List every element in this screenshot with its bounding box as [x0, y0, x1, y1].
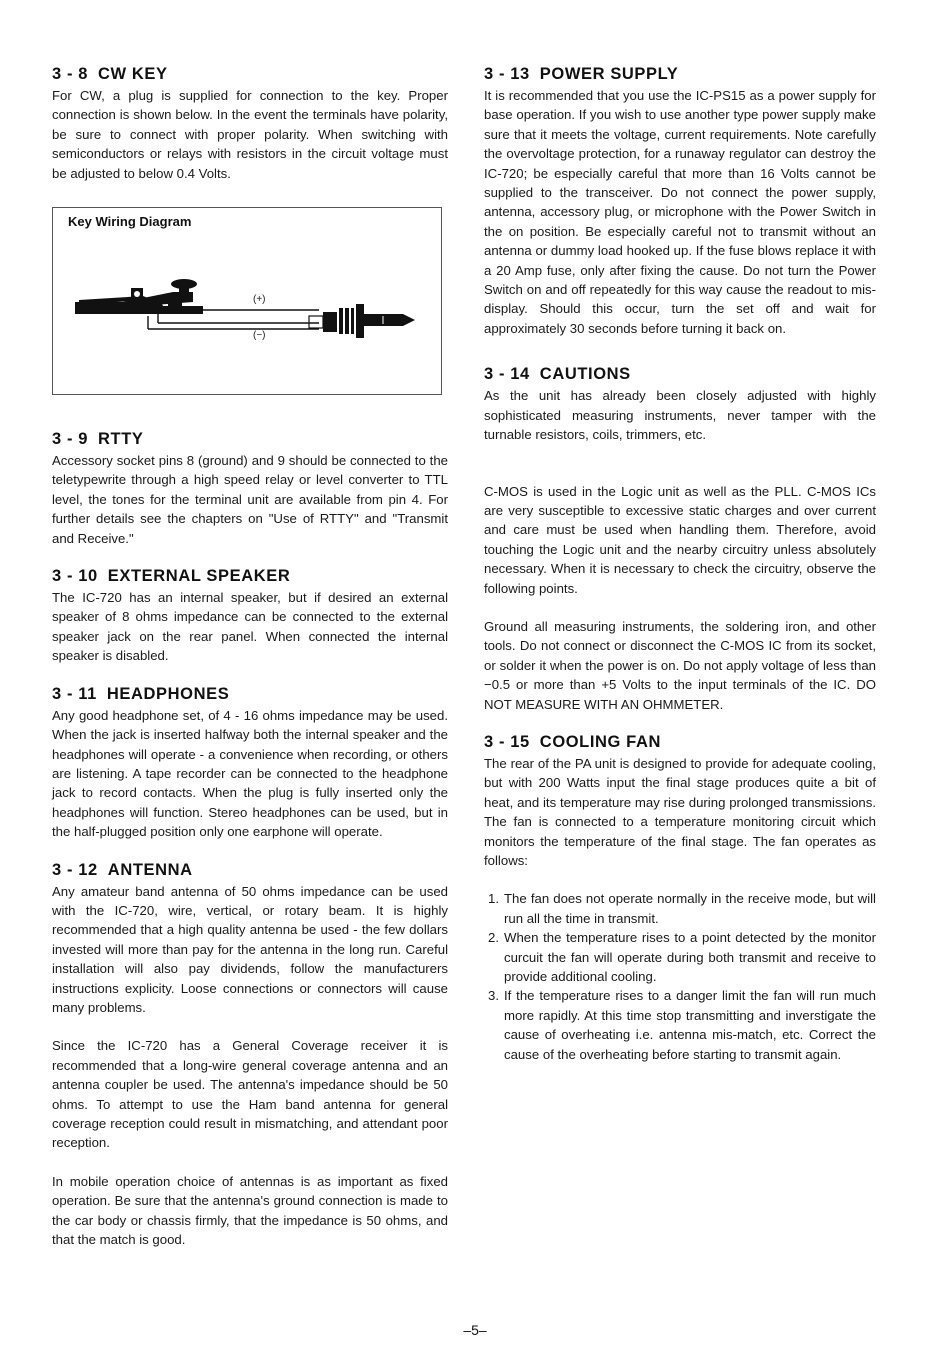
diagram-title: Key Wiring Diagram [68, 214, 192, 230]
section-number: 3 - 13 [484, 65, 530, 83]
section-3-11-headphones [52, 684, 448, 842]
section-body: Accessory socket pins 8 (ground) and 9 should be connected to the teletypewrite through a high speed relay or level converter to TTL level, the tones for the terminal unit are available from pin 4. For further details see the chapters on "Use of RTTY" and "Transmit and Receive." [52, 453, 448, 546]
section-body: It is recommended that you use the IC-PS15 as a power supply for base operation. If you wish to use another type power supply make sure that it meets the voltage, current requirements. Note carefully the overvoltage protection, for a runaway regulator can destroy the IC-720; be especially careful that more than 16 Volts cannot be supplied to the transceiver. Do not connect the power supply, antenna, accessory plug, or microphone with the Power Switch in the on position. Be especially careful not to transmit without an antenna or dummy load hooked up. If the fuse blows replace it with a 20 Amp fuse, only after fixing the cause. Do not turn the Power Switch on and off repeatedly for this way cause the readout to mis-display. Should this occur, turn the set off and wait for approximately 30 seconds before turning it back on. [484, 88, 876, 336]
left-column [52, 64, 448, 1249]
section-number: 3 - 8 [52, 65, 89, 83]
section-body: The IC-720 has an internal speaker, but if desired an external speaker of 8 ohms impedance can be connected to the external speaker jack on the rear panel. When connected the internal speaker is disabled. [52, 590, 448, 664]
section-3-8-cw-key [52, 64, 448, 183]
section-3-10-external-speaker [52, 566, 448, 666]
section-paragraph: In mobile operation choice of antennas is as important as fixed operation. Be sure that the antenna's ground connection is made to the car body or chassis firmly, that the impedance is 50 ohms, and that the match is good. [52, 1173, 448, 1248]
list-item [484, 986, 876, 1064]
section-title: COOLING FAN [539, 732, 661, 751]
list-item [484, 889, 876, 928]
list-item-number: 1. [488, 891, 499, 907]
section-heading [52, 64, 448, 84]
section-number: 3 - 9 [52, 430, 89, 449]
section-3-14-cautions [484, 364, 876, 714]
section-number: 3 - 11 [52, 684, 97, 703]
positive-terminal-label: (+) [253, 294, 266, 306]
list-item-text: If the temperature rises to a danger limit the fan will run much more rapidly. At this time stop transmitting and inverstigate the cause of overheating i.e. antenna mis-match, etc. Correct the cause of the overheating before starting to transmit again. [504, 988, 876, 1062]
section-paragraph: C-MOS is used in the Logic unit as well as the PLL. C-MOS ICs are very susceptible to excessive static charges and over current and care must be used when handling them. Therefore, avoid touching the Logic unit and the nearby circuitry unless absolutely necessary. When it is necessary to check the circuitry, observe the following points. [484, 483, 876, 596]
key-wiring-diagram [52, 207, 442, 395]
section-paragraph: Ground all measuring instruments, the soldering iron, and other tools. Do not connect or disconnect the C-MOS IC from its socket, or solder it when the power is on. Do not apply voltage of less than −0.5 or more than +5 Volts to the input terminals of the IC. DO NOT MEASURE WITH AN OHMMETER. [484, 618, 876, 712]
section-3-9-rtty [52, 429, 448, 548]
section-heading [52, 684, 448, 704]
section-number: 3 - 15 [484, 732, 530, 751]
section-number: 3 - 12 [52, 860, 98, 879]
list-item-text: When the temperature rises to a point detected by the monitor curcuit the fan will operate during both transmit and receive to provide additional cooling. [504, 930, 876, 985]
section-body: For CW, a plug is supplied for connection to the key. Proper connection is shown below. In the event the terminals have polarity, be sure to connect with proper polarity. When switching with semiconductors or relays with resistors in the circuit voltage must be adjusted to below 0.4 Volts. [52, 88, 448, 181]
section-3-12-antenna [52, 860, 448, 1250]
page-number: –5– [463, 1322, 487, 1338]
fan-operation-list [484, 889, 876, 1064]
list-item [484, 928, 876, 986]
section-body: The rear of the PA unit is designed to provide for adequate cooling, but with 200 Watts input the final stage produces quite a bit of heat, and its temperature may rise during prolonged transmissions. The fan is connected to a temperature monitoring circuit which monitors the temperature of the final stage. The fan operates as follows: [484, 755, 876, 868]
right-column [484, 64, 876, 1064]
list-item-number: 3. [488, 988, 499, 1004]
section-heading [484, 732, 876, 752]
key-and-plug-illustration [53, 208, 441, 394]
section-title: RTTY [98, 430, 144, 449]
section-3-13-power-supply [484, 64, 876, 338]
list-item-text: The fan does not operate normally in the receive mode, but will run all the time in transmit. [504, 891, 876, 926]
list-item-number: 2. [488, 930, 499, 946]
section-title: POWER SUPPLY [539, 65, 679, 83]
section-paragraph: Since the IC-720 has a General Coverage receiver it is recommended that a long-wire general coverage antenna and an antenna coupler be used. The antenna's impedance should be 50 ohms. To attempt to use the Ham band antenna for general coverage reception could result in mismatching, and attendant poor reception. [52, 1038, 448, 1151]
section-heading [52, 566, 448, 586]
section-3-15-cooling-fan [484, 732, 876, 1064]
section-body: Any good headphone set, of 4 - 16 ohms impedance may be used. When the jack is inserted halfway both the internal speaker and the headphones will operate - a convenience when recording, or others are listening. A tape recorder can be connected to the headphone jack to record contacts. When the plug is fully inserted only the headphones will function. Stereo headphones can be used, but in the half-plugged position only one earphone will operate. [52, 707, 448, 840]
section-heading [52, 860, 448, 880]
section-title: EXTERNAL SPEAKER [107, 567, 291, 586]
section-paragraph: As the unit has already been closely adjusted with highly sophisticated measuring instruments, never tamper with the turnable resistors, coils, trimmers, etc. [484, 388, 876, 443]
section-title: HEADPHONES [106, 684, 230, 703]
section-heading [484, 64, 876, 84]
section-number: 3 - 10 [52, 567, 98, 586]
section-paragraph: Any amateur band antenna of 50 ohms impedance can be used with the IC-720, wire, vertical, or rotary beam. It is highly recommended that a high quality antenna be used - the few dollars invested will more than pay for the antenna in the long run. Careful installation will also pay dividends, follow the manufacturers instructions explicity. Loose connections or connectors will cause many problems. [52, 883, 448, 1015]
negative-terminal-label: (−) [253, 330, 266, 342]
section-number: 3 - 14 [484, 365, 530, 384]
section-heading [484, 364, 876, 384]
section-heading [52, 429, 448, 449]
section-title: CW KEY [98, 65, 168, 83]
section-title: ANTENNA [107, 860, 193, 879]
section-title: CAUTIONS [539, 365, 631, 384]
